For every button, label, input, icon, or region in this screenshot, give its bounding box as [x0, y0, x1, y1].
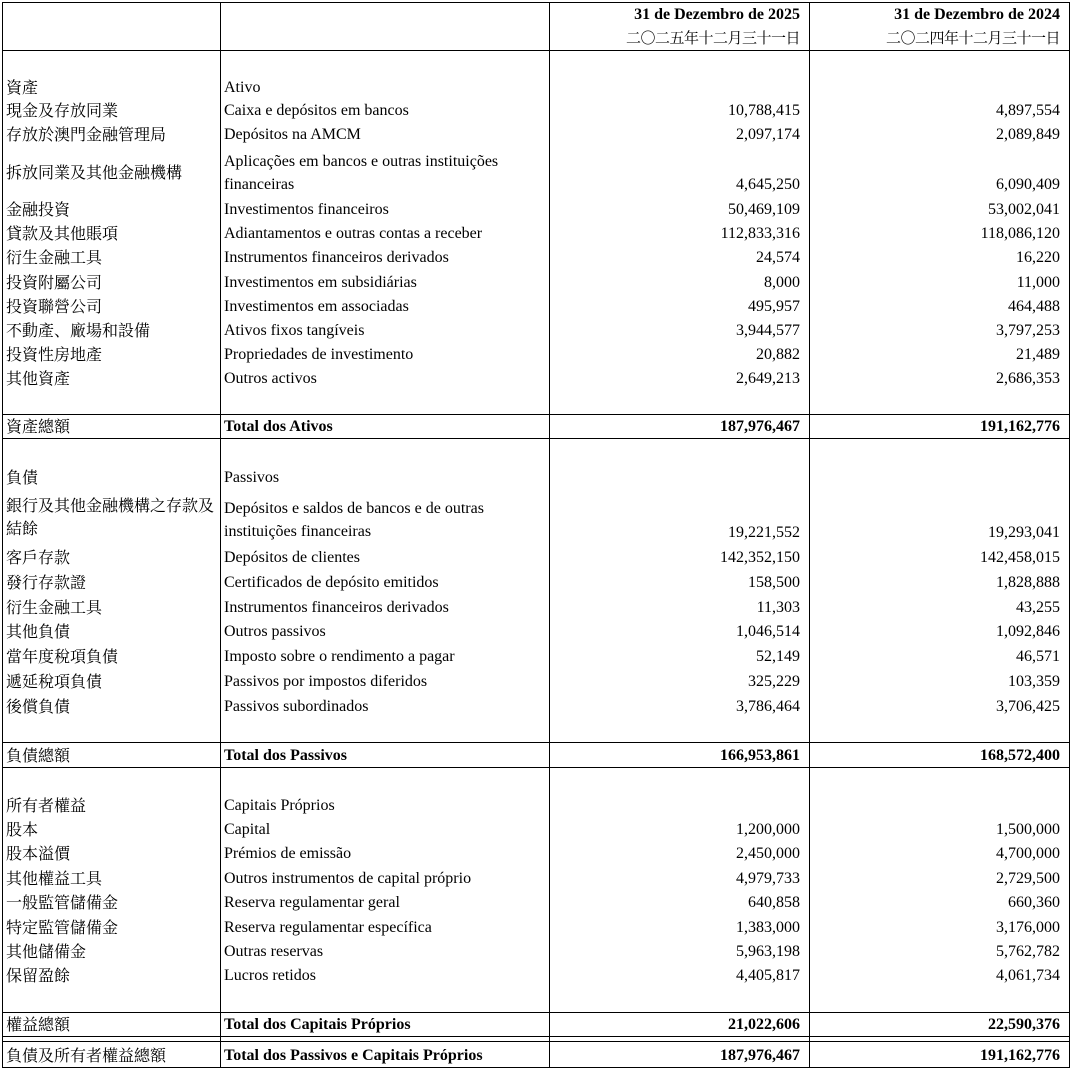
- row-label-zh: 當年度稅項負債: [6, 647, 119, 666]
- table-border-top: [2, 2, 1070, 3]
- row-label-zh: 特定監管儲備金: [6, 918, 119, 937]
- table-border-bottom: [2, 1067, 1070, 1068]
- row-label-zh: 其他儲備金: [6, 942, 87, 961]
- row-label-pt: Outros instrumentos de capital próprio: [224, 870, 472, 887]
- table-border-left: [2, 2, 3, 1068]
- value-2024: 16,220: [1016, 249, 1060, 266]
- row-label-zh: 一般監管儲備金: [6, 893, 119, 912]
- value-2024: 4,897,554: [996, 102, 1060, 119]
- row-label-zh: 股本: [6, 820, 39, 839]
- row-label-zh: 保留盈餘: [6, 966, 71, 985]
- value-2025: 11,303: [756, 599, 800, 616]
- header-2025-pt: 31 de Dezembro de 2025: [634, 6, 800, 23]
- value-2024: 1,828,888: [996, 574, 1060, 591]
- value-2025: 52,149: [756, 648, 800, 665]
- header-2024-zh: 二〇二四年十二月三十一日: [885, 29, 1060, 47]
- table-border-right: [1069, 2, 1070, 1068]
- row-label-pt: Certificados de depósito emitidos: [224, 574, 439, 591]
- value-2024: 103,359: [1008, 673, 1060, 690]
- value-2025: 112,833,316: [720, 225, 800, 242]
- value-2024: 2,729,500: [996, 870, 1060, 887]
- value-2024: 2,089,849: [996, 126, 1060, 143]
- value-2024: 6,090,409: [996, 176, 1060, 193]
- row-label-pt: Instrumentos financeiros derivados: [224, 249, 449, 266]
- value-2024: 3,176,000: [996, 919, 1060, 936]
- value-2025: 4,979,733: [736, 870, 800, 887]
- value-2025: 4,645,250: [736, 176, 800, 193]
- section-title-pt: Capitais Próprios: [224, 797, 335, 814]
- value-2025: 1,200,000: [736, 821, 800, 838]
- value-2025: 2,450,000: [736, 845, 800, 862]
- total-label-pt: Total dos Ativos: [224, 418, 333, 435]
- row-label-zh: 客戶存款: [6, 548, 71, 567]
- row-divider: [2, 1012, 1070, 1013]
- section-title-zh: 資產: [6, 78, 39, 97]
- row-label-zh: 存放於澳門金融管理局: [6, 125, 167, 144]
- value-2024: 4,700,000: [996, 845, 1060, 862]
- value-2024: 53,002,041: [988, 201, 1060, 218]
- header-2024-pt: 31 de Dezembro de 2024: [894, 6, 1060, 23]
- column-divider: [220, 2, 221, 1068]
- row-label-zh: 金融投資: [6, 200, 71, 219]
- value-2025: 2,097,174: [736, 126, 800, 143]
- total-label-zh: 負債總額: [6, 746, 71, 765]
- row-label-zh: 銀行及其他金融機構之存款及結餘: [6, 496, 215, 538]
- total-value-2025: 187,976,467: [720, 418, 800, 435]
- row-divider: [2, 1041, 1070, 1042]
- grand-total-label-zh: 負債及所有者權益總額: [6, 1046, 167, 1065]
- total-value-2024: 22,590,376: [988, 1016, 1060, 1033]
- value-2025: 1,383,000: [736, 919, 800, 936]
- row-label-pt: Aplicações em bancos e outras instituições financeiras: [224, 153, 499, 193]
- header-2025-zh: 二〇二五年十二月三十一日: [625, 29, 800, 47]
- value-2025: 24,574: [756, 249, 800, 266]
- row-label-pt: Investimentos em associadas: [224, 298, 409, 315]
- row-divider: [2, 742, 1070, 743]
- row-label-pt: Investimentos financeiros: [224, 201, 389, 218]
- section-title-pt: Passivos: [224, 469, 280, 486]
- row-label-pt: Caixa e depósitos em bancos: [224, 102, 409, 119]
- row-label-pt: Depósitos na AMCM: [224, 126, 361, 143]
- row-label-pt: Ativos fixos tangíveis: [224, 322, 365, 339]
- value-2025: 10,788,415: [728, 102, 800, 119]
- row-label-zh: 現金及存放同業: [6, 101, 119, 120]
- value-2024: 21,489: [1016, 346, 1060, 363]
- value-2025: 142,352,150: [720, 549, 800, 566]
- row-label-pt: Instrumentos financeiros derivados: [224, 599, 449, 616]
- value-2025: 158,500: [748, 574, 800, 591]
- row-label-pt: Outras reservas: [224, 943, 324, 960]
- value-2024: 118,086,120: [980, 225, 1060, 242]
- row-label-pt: Passivos por impostos diferidos: [224, 673, 428, 690]
- value-2024: 3,797,253: [996, 322, 1060, 339]
- value-2025: 4,405,817: [736, 967, 800, 984]
- value-2024: 142,458,015: [980, 549, 1060, 566]
- value-2025: 8,000: [764, 274, 800, 291]
- value-2025: 20,882: [756, 346, 800, 363]
- section-title-zh: 負債: [6, 468, 39, 487]
- row-label-pt: Reserva regulamentar específica: [224, 919, 432, 936]
- section-title-zh: 所有者權益: [6, 796, 87, 815]
- value-2025: 640,858: [748, 894, 800, 911]
- row-label-pt: Depósitos e saldos de bancos e de outras instituições financeiras: [224, 500, 484, 540]
- row-label-zh: 不動產、廠場和設備: [6, 321, 151, 340]
- value-2024: 46,571: [1016, 648, 1060, 665]
- row-label-zh: 其他資產: [6, 369, 71, 388]
- value-2025: 495,957: [748, 298, 800, 315]
- value-2024: 464,488: [1008, 298, 1060, 315]
- total-value-2025: 21,022,606: [728, 1016, 800, 1033]
- value-2025: 3,944,577: [736, 322, 800, 339]
- grand-total-value-2025: 187,976,467: [720, 1047, 800, 1064]
- row-divider: [2, 767, 1070, 768]
- row-label-pt: Depósitos de clientes: [224, 549, 360, 566]
- row-label-pt: Passivos subordinados: [224, 698, 369, 715]
- row-label-pt: Outros activos: [224, 370, 317, 387]
- row-label-zh: 衍生金融工具: [6, 598, 103, 617]
- column-divider: [809, 2, 810, 1068]
- value-2024: 11,000: [1016, 274, 1060, 291]
- row-label-pt: Lucros retidos: [224, 967, 316, 984]
- row-label-pt: Outros passivos: [224, 623, 326, 640]
- total-label-pt: Total dos Passivos: [224, 747, 347, 764]
- row-label-zh: 拆放同業及其他金融機構: [6, 163, 183, 182]
- row-label-pt: Propriedades de investimento: [224, 346, 414, 363]
- row-divider: [2, 438, 1070, 439]
- row-label-pt: Reserva regulamentar geral: [224, 894, 400, 911]
- value-2025: 50,469,109: [728, 201, 800, 218]
- row-label-pt: Investimentos em subsidiárias: [224, 274, 417, 291]
- total-value-2024: 191,162,776: [980, 418, 1060, 435]
- row-label-pt: Prémios de emissão: [224, 845, 352, 862]
- grand-total-value-2024: 191,162,776: [980, 1047, 1060, 1064]
- value-2025: 19,221,552: [728, 524, 800, 541]
- value-2025: 2,649,213: [736, 370, 800, 387]
- total-label-pt: Total dos Capitais Próprios: [224, 1016, 411, 1033]
- row-label-zh: 其他負債: [6, 622, 71, 641]
- value-2025: 325,229: [748, 673, 800, 690]
- value-2025: 5,963,198: [736, 943, 800, 960]
- header-divider: [2, 50, 1070, 51]
- row-label-pt: Capital: [224, 821, 271, 838]
- row-label-zh: 貸款及其他賬項: [6, 224, 119, 243]
- row-label-zh: 投資聯營公司: [6, 297, 103, 316]
- row-label-pt: Imposto sobre o rendimento a pagar: [224, 648, 455, 665]
- row-label-zh: 股本溢價: [6, 844, 71, 863]
- total-value-2025: 166,953,861: [720, 747, 800, 764]
- value-2025: 1,046,514: [736, 623, 800, 640]
- row-label-zh: 衍生金融工具: [6, 248, 103, 267]
- value-2024: 660,360: [1008, 894, 1060, 911]
- value-2024: 1,092,846: [996, 623, 1060, 640]
- value-2024: 3,706,425: [996, 698, 1060, 715]
- value-2024: 1,500,000: [996, 821, 1060, 838]
- row-label-pt: Adiantamentos e outras contas a receber: [224, 225, 483, 242]
- value-2024: 43,255: [1016, 599, 1060, 616]
- value-2024: 5,762,782: [996, 943, 1060, 960]
- row-label-zh: 發行存款證: [6, 573, 87, 592]
- total-label-zh: 權益總額: [6, 1015, 71, 1034]
- row-divider: [2, 414, 1070, 415]
- grand-total-label-pt: Total dos Passivos e Capitais Próprios: [224, 1047, 483, 1064]
- row-label-zh: 其他權益工具: [6, 869, 103, 888]
- value-2024: 2,686,353: [996, 370, 1060, 387]
- total-value-2024: 168,572,400: [980, 747, 1060, 764]
- value-2024: 19,293,041: [988, 524, 1060, 541]
- total-label-zh: 資產總額: [6, 417, 71, 436]
- row-label-zh: 投資性房地產: [6, 345, 103, 364]
- section-title-pt: Ativo: [224, 79, 261, 96]
- row-label-zh: 投資附屬公司: [6, 273, 103, 292]
- row-divider: [2, 1036, 1070, 1037]
- value-2025: 3,786,464: [736, 698, 800, 715]
- row-label-zh: 後償負債: [6, 697, 71, 716]
- value-2024: 4,061,734: [996, 967, 1060, 984]
- row-label-zh: 遞延稅項負債: [6, 672, 103, 691]
